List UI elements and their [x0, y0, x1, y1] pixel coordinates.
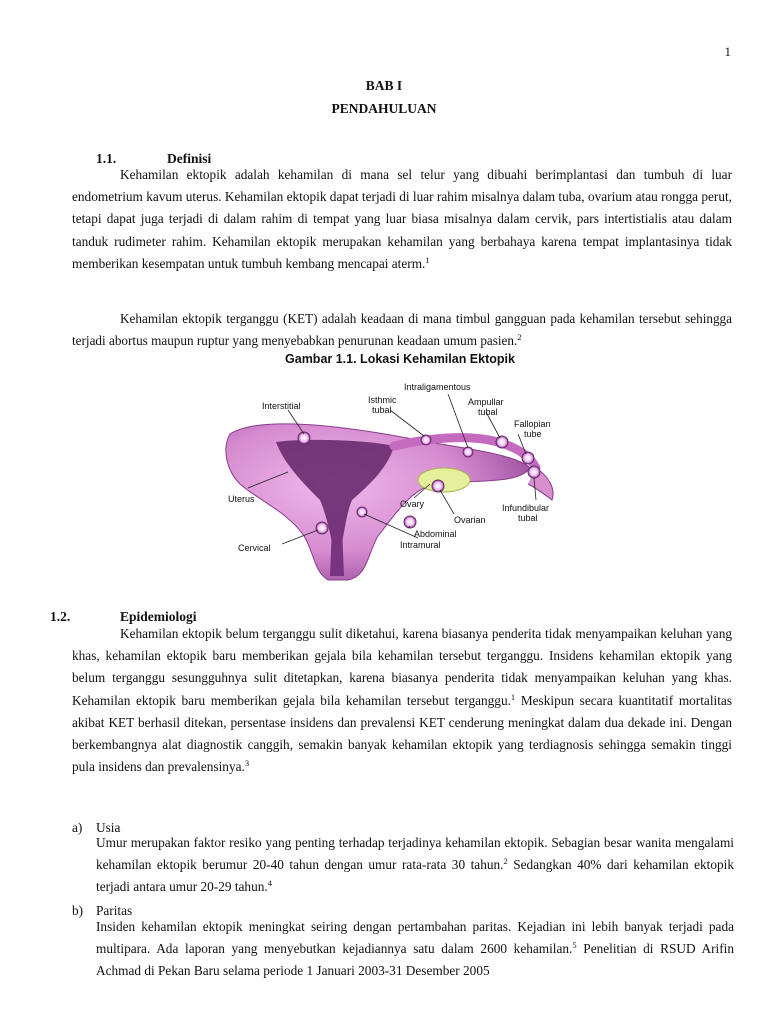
- page-number: 1: [724, 44, 731, 59]
- label-uterus: Uterus: [228, 494, 255, 504]
- site-infundibular: [528, 466, 540, 478]
- paragraph-definisi-2: [72, 308, 732, 352]
- section-number: 1.2.: [50, 609, 71, 624]
- citation-ref: 5: [572, 940, 577, 951]
- list-item-title-paritas: Paritas: [96, 903, 133, 918]
- label-intramural: Intramural: [400, 540, 441, 550]
- section-number: 1.1.: [96, 151, 117, 166]
- paragraph-text: Sedangkan 40% dari kehamilan ektopik terjadi antara umur 20-29 tahun.: [96, 857, 734, 895]
- label-infundibular-2: tubal: [518, 513, 538, 523]
- list-item-text-usia: [96, 832, 734, 899]
- label-ampullar-2: tubal: [478, 407, 498, 417]
- label-ampullar-1: Ampullar: [468, 397, 504, 407]
- site-fallopian: [522, 452, 534, 464]
- label-fallopian-2: tube: [524, 429, 542, 439]
- citation-ref: 4: [267, 878, 272, 889]
- label-infundibular-1: Infundibular: [502, 503, 550, 513]
- label-intraligamentous: Intraligamentous: [404, 382, 471, 392]
- site-cervical: [316, 522, 328, 534]
- site-intramural: [357, 507, 367, 517]
- label-interstitial: Interstitial: [262, 401, 301, 411]
- section-title: Definisi: [167, 151, 212, 166]
- paragraph-text: Kehamilan ektopik adalah kehamilan di mana sel telur yang dibuahi berimplantasi dan tumbuh di luar endometrium kavum uterus. Kehamilan ektopik dapat terjadi di luar rahim misalnya dalam tuba, ovarium atau rongga perut, tetapi dapat juga terjadi di dalam rahim di tempat yang luar biasa misalnya dalam cervik, pars intertistialis atau dalam tanduk rudimeter rahim. Kehamilan ektopik merupakan kehamilan yang berbahaya karena tempat implantasinya tidak memberikan kesempatan untuk tumbuh kembang mencapai aterm.: [72, 167, 732, 271]
- site-isthmic: [421, 435, 431, 445]
- chapter-number: BAB I: [365, 78, 403, 93]
- label-isthmic-2: tubal: [372, 405, 392, 415]
- label-ovary: Ovary: [400, 499, 425, 509]
- paragraph-text: Meskipun secara kuantitatif mortalitas akibat KET berhasil ditekan, persentase insidens dan prevalensi KET cenderung meningkat dalam dua dekade ini. Dengan berkembangnya alat diagnostik canggih, semakin banyak kehamilan ektopik yang terdiagnosis sehingga semakin tinggi pula insidens dan prevalensinya.: [72, 692, 732, 775]
- paragraph-text: Kehamilan ektopik terganggu (KET) adalah keadaan di mana timbul gangguan pada kehamilan tersebut sehingga terjadi abortus maupun ruptur yang menyebabkan penurunan keadaan umum pasien.: [72, 311, 732, 349]
- list-marker: a): [72, 820, 83, 835]
- site-ovarian: [432, 480, 444, 492]
- citation-ref: 2: [503, 856, 508, 867]
- citation-ref: 1: [425, 254, 430, 265]
- chapter-title: PENDAHULUAN: [331, 101, 437, 116]
- paragraph-text: Kehamilan ektopik belum terganggu sulit diketahui, karena biasanya penderita tidak menyampaikan keluhan yang khas, kehamilan ektopik baru memberikan gejala bila kehamilan tersebut terganggu. Insidens kehamilan ektopik yang belum terganggu sesungguhnya sulit ditetapkan, karena biasanya penderita tidak menyampaikan keluhan yang khas. Kehamilan ektopik baru memberikan gejala bila kehamilan tersebut terganggu.: [72, 626, 732, 708]
- list-item-text-paritas: [96, 916, 734, 983]
- figure-ectopic-pregnancy-locations: [218, 376, 574, 582]
- label-ovarian: Ovarian: [454, 515, 486, 525]
- label-isthmic-1: Isthmic: [368, 395, 397, 405]
- figure-caption: Gambar 1.1. Lokasi Kehamilan Ektopik: [285, 352, 515, 366]
- site-ampullar: [496, 436, 508, 448]
- label-cervical: Cervical: [238, 543, 271, 553]
- label-fallopian-1: Fallopian: [514, 419, 551, 429]
- cervical-canal: [330, 526, 344, 576]
- citation-ref: 2: [517, 332, 522, 343]
- citation-ref: 3: [244, 758, 250, 769]
- paragraph-definisi-1: [72, 164, 732, 275]
- site-intraligamentous: [463, 447, 473, 457]
- section-title: Epidemiologi: [120, 609, 197, 624]
- paragraph-epidemiologi: [72, 623, 732, 778]
- paragraph-text: Penelitian di RSUD Arifin Achmad di Pekan Baru selama periode 1 Januari 2003-31 Desember 2005: [96, 941, 735, 979]
- paragraph-text: Umur merupakan faktor resiko yang penting terhadap terjadinya kehamilan ektopik. Sebagian besar wanita mengalami kehamilan ektopik berumur 20-40 tahun dengan umur rata-rata 30 tahun.: [96, 835, 734, 873]
- list-item-title-usia: Usia: [96, 820, 121, 835]
- paragraph-text: Insiden kehamilan ektopik meningkat seiring dengan pertambahan paritas. Kejadian ini lebih banyak terjadi pada multipara. Ada laporan yang menyebutkan kejadiannya satu dalam 2600 kehamilan.: [96, 919, 734, 957]
- label-abdominal: Abdominal: [414, 529, 457, 539]
- citation-ref: 1: [510, 691, 516, 702]
- list-marker: b): [72, 903, 84, 918]
